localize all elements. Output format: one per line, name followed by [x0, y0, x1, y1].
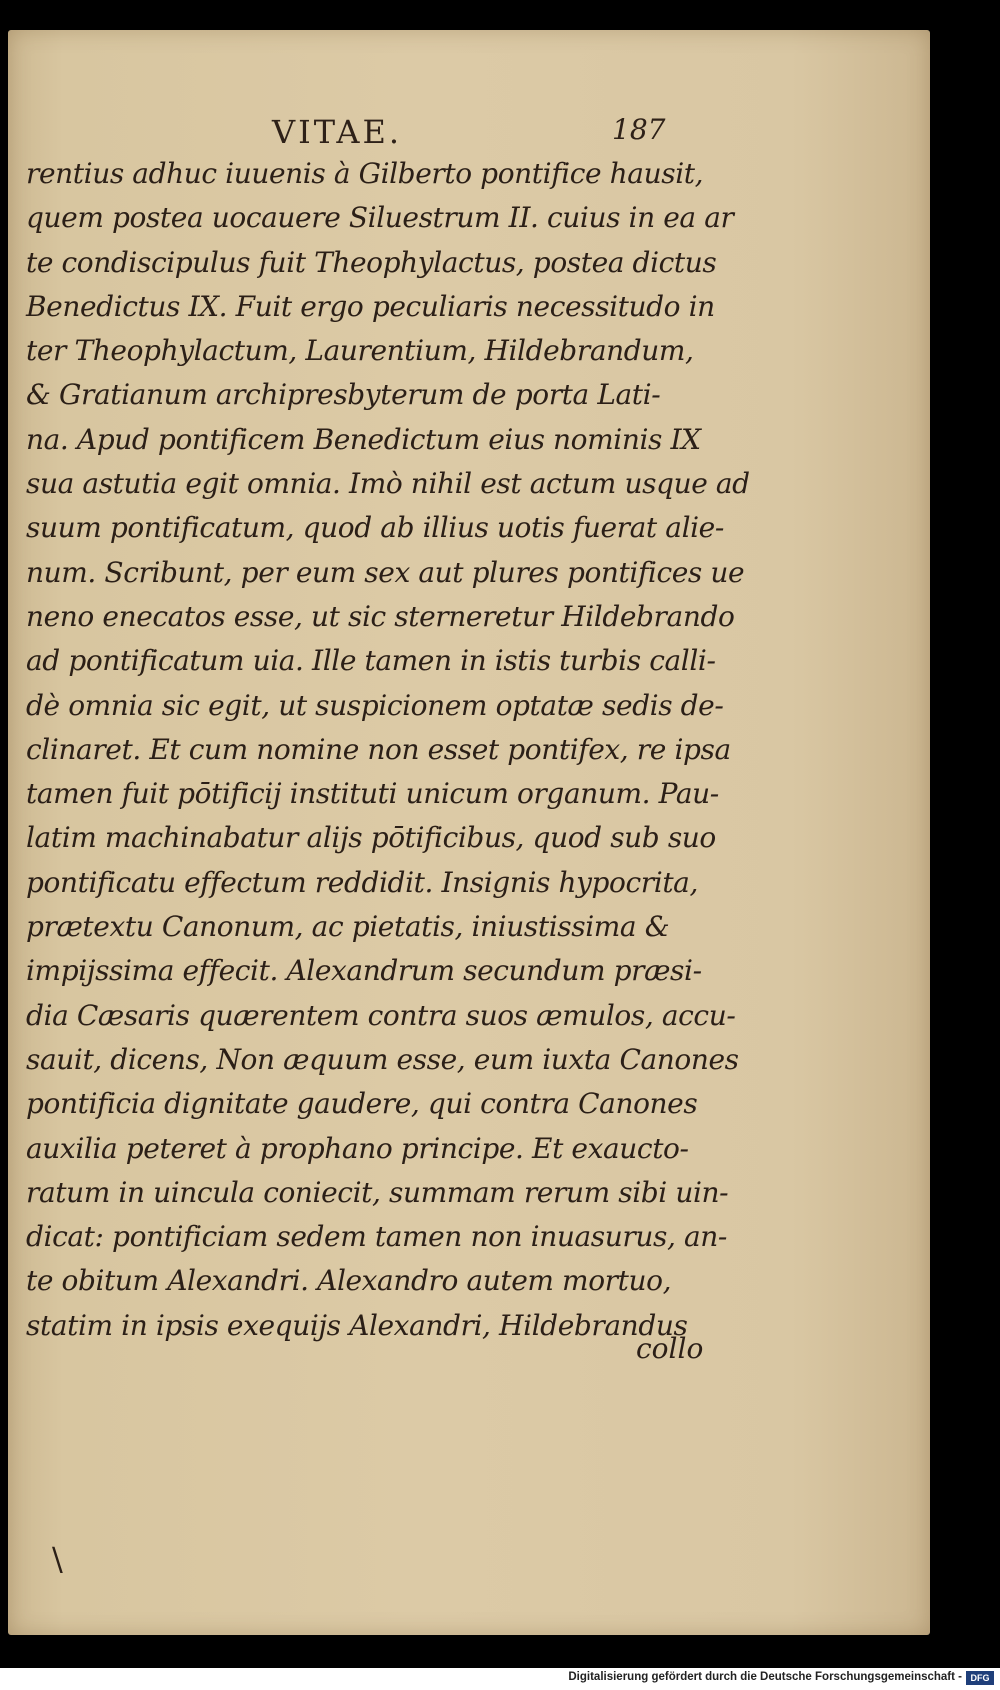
text-line: te condiscipulus fuit Theophylactus, postea dictus [26, 245, 717, 279]
text-line: ter Theophylactum, Laurentium, Hildebrandum, [26, 334, 694, 368]
text-line: statim in ipsis exequijs Alexandri, Hildebrandus [26, 1308, 688, 1342]
text-line: impijssima effecit. Alexandrum secundum præsi- [26, 954, 702, 988]
text-line: dè omnia sic egit, ut suspicionem optatæ sedis de- [26, 688, 724, 722]
text-line: dicat: pontificiam sedem tamen non inuasurus, an- [26, 1220, 727, 1254]
page-header [0, 113, 1000, 153]
text-line: na. Apud pontificem Benedictum eius nominis IX [26, 422, 701, 456]
text-line: sauit, dicens, Non æquum esse, eum iuxta Canones [26, 1042, 739, 1076]
margin-mark: \ [52, 1540, 63, 1578]
text-line: te obitum Alexandri. Alexandro autem mortuo, [26, 1264, 672, 1298]
text-line: clinaret. Et cum nomine non esset pontifex, re ipsa [26, 732, 731, 766]
text-line: auxilia peteret à prophano principe. Et exaucto- [26, 1131, 689, 1165]
text-line: Benedictus IX. Fuit ergo peculiaris necessitudo in [26, 289, 715, 323]
text-line: sua astutia egit omnia. Imò nihil est actum usque ad [26, 467, 750, 501]
text-line: ratum in uincula coniecit, summam rerum sibi uin- [26, 1175, 729, 1209]
text-line: pontificia dignitate gaudere, qui contra Canones [26, 1087, 698, 1121]
text-line: dia Cæsaris quærentem contra suos æmulos, accu- [26, 998, 736, 1032]
text-line: neno enecatos esse, ut sic sterneretur Hildebrando [26, 599, 735, 633]
text-line: prætextu Canonum, ac pietatis, iniustissima & [26, 910, 670, 944]
text-line: ad pontificatum uia. Ille tamen in istis turbis calli- [26, 644, 716, 678]
text-line: rentius adhuc iuuenis à Gilberto pontifice hausit, [26, 157, 704, 190]
catchword: collo [636, 1332, 704, 1365]
text-line: latim machinabatur alijs pōtificibus, quod sub suo [26, 821, 716, 855]
page-number: 187 [612, 113, 666, 146]
dfg-logo-icon: DFG [966, 1671, 994, 1685]
text-line: num. Scribunt, per eum sex aut plures pontifices ue [26, 555, 745, 589]
body-text [26, 152, 750, 1348]
text-line: quem postea uocauere Siluestrum II. cuius in ea ar [26, 201, 734, 235]
running-title: VITAE. [272, 113, 402, 151]
text-line: pontificatu effectum reddidit. Insignis hypocrita, [26, 865, 698, 899]
text-line: suum pontificatum, quod ab illius uotis fuerat alie- [26, 511, 724, 545]
funding-credit: Digitalisierung gefördert durch die Deutsche Forschungsgemeinschaft - [568, 1671, 962, 1683]
text-line: & Gratianum archipresbyterum de porta Lati- [26, 378, 661, 412]
text-line: tamen fuit pōtificij instituti unicum organum. Pau- [26, 777, 719, 811]
digitization-footer [0, 1668, 1000, 1690]
